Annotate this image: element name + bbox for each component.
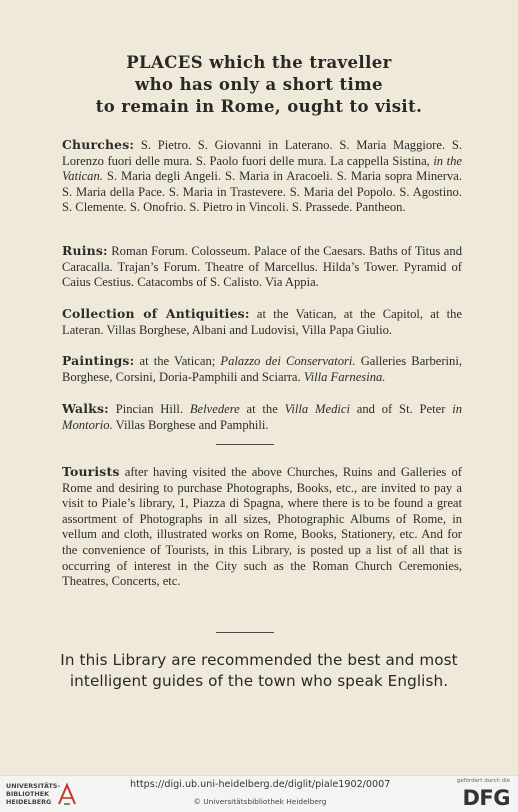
walks-heading: Walks: xyxy=(62,401,109,416)
churches-italic: in the Vatican. xyxy=(62,153,462,184)
walks-italic-2: Villa Medici xyxy=(284,402,350,416)
paintings-paragraph xyxy=(62,353,462,385)
ruins-paragraph xyxy=(62,243,462,291)
ruins-heading: Ruins: xyxy=(62,243,108,258)
divider-rule-1 xyxy=(216,444,274,445)
paintings-italic-2: Villa Farnesina. xyxy=(303,369,386,384)
library-logo-line-2: BIBLIOTHEK xyxy=(6,790,50,798)
walks-text: Pincian Hill. xyxy=(108,402,190,416)
footer-notice xyxy=(40,650,478,692)
walks-text-4: Villas Borghese and Pamphili. xyxy=(112,417,269,432)
churches-paragraph xyxy=(62,137,462,216)
library-emblem-icon xyxy=(56,782,78,808)
churches-text-2: S. Maria degli Angeli. S. Maria in Aracoeli. S. Maria sopra Minerva. S. Maria della Pace. S. Maria in Trastevere. S. Maria del Popolo. S. Agostino. S. Clemente. S. Onofrio. S. Pietro in Vincoli. S. Prassede. Pantheon. xyxy=(62,169,462,215)
tourists-text: after having visited the above Churches, Ruins and Galleries of Rome and desiring to purchase Photographs, Books, etc., are invited to pay a visit to Piale’s library, 1, Piazza di Spagna, where there is to be found a great assortment of Photographs in all sizes, Photographic Albums of Rome, in vellum and cloth, illustrated works on Rome, Books, Stationery, etc. And for the convenience of Tourists, in this Library, is posted up a list of all that is occurring of interest in the City such as the Roman Church Ceremonies, Theatres, Concerts, etc. xyxy=(62,465,462,589)
antiquities-paragraph xyxy=(62,306,462,338)
churches-text: S. Pietro. S. Giovanni in Laterano. S. Maria Maggiore. S. Lorenzo fuori delle mura. S. Paolo fuori delle mura. La cappella Sistina, xyxy=(62,138,462,168)
divider-rule-2 xyxy=(216,632,274,633)
walks-text-3: and of St. Peter xyxy=(349,402,453,416)
paintings-text-2: Galleries Barberini, Borghese, Corsini, Doria-Pamphili and Sciarra. xyxy=(62,354,462,384)
permalink-url[interactable]: https://digi.ub.uni-heidelberg.de/diglit/piale1902/0007 xyxy=(130,779,391,790)
walks-italic-1: Belvedere xyxy=(189,402,240,416)
dfg-logo[interactable] xyxy=(448,778,510,810)
tourists-paragraph xyxy=(62,464,462,590)
churches-heading: Churches: xyxy=(62,137,135,152)
walks-text-2: at the xyxy=(239,402,285,416)
ruins-text: Roman Forum. Colosseum. Palace of the Caesars. Baths of Titus and Caracalla. Trajan’s Forum. Theatre of Marcellus. Hilda’s Tower. Pyramid of Caius Cestius. Catacombs of S. Calisto. Via Appia. xyxy=(62,244,462,290)
library-logo-line-3: HEIDELBERG xyxy=(6,798,52,806)
title-line-1: PLACES which the traveller xyxy=(126,53,392,72)
library-logo-line-1: UNIVERSITÄTS- xyxy=(6,782,61,790)
footer-notice-line-1: In this Library are recommended the best and most xyxy=(60,651,458,669)
tourists-heading: Tourists xyxy=(62,464,120,479)
paintings-heading: Paintings: xyxy=(62,353,135,368)
antiquities-text: at the Vatican, at the Capitol, at the Lateran. Villas Borghese, Albani and Ludovisi, Villa Papa Giulio. xyxy=(62,307,462,337)
paintings-text: at the Vatican; xyxy=(134,354,221,368)
bottom-info-bar xyxy=(0,775,518,812)
copyright-notice: © Universitätsbibliothek Heidelberg xyxy=(193,797,327,806)
antiquities-heading: Collection of Antiquities: xyxy=(62,306,250,321)
walks-paragraph xyxy=(62,401,462,433)
dfg-wordmark: DFG xyxy=(462,786,510,810)
library-logo-text xyxy=(6,782,60,806)
page-title xyxy=(30,52,488,118)
walks-italic-3: in Montorio. xyxy=(62,402,462,432)
dfg-funding-note: gefördert durch die xyxy=(456,778,510,784)
title-line-2: who has only a short time xyxy=(135,75,383,94)
university-library-logo[interactable] xyxy=(6,781,126,809)
paintings-italic-1: Palazzo dei Conservatori. xyxy=(220,354,356,368)
footer-notice-line-2: intelligent guides of the town who speak English. xyxy=(69,672,449,690)
title-line-3: to remain in Rome, ought to visit. xyxy=(95,97,423,116)
